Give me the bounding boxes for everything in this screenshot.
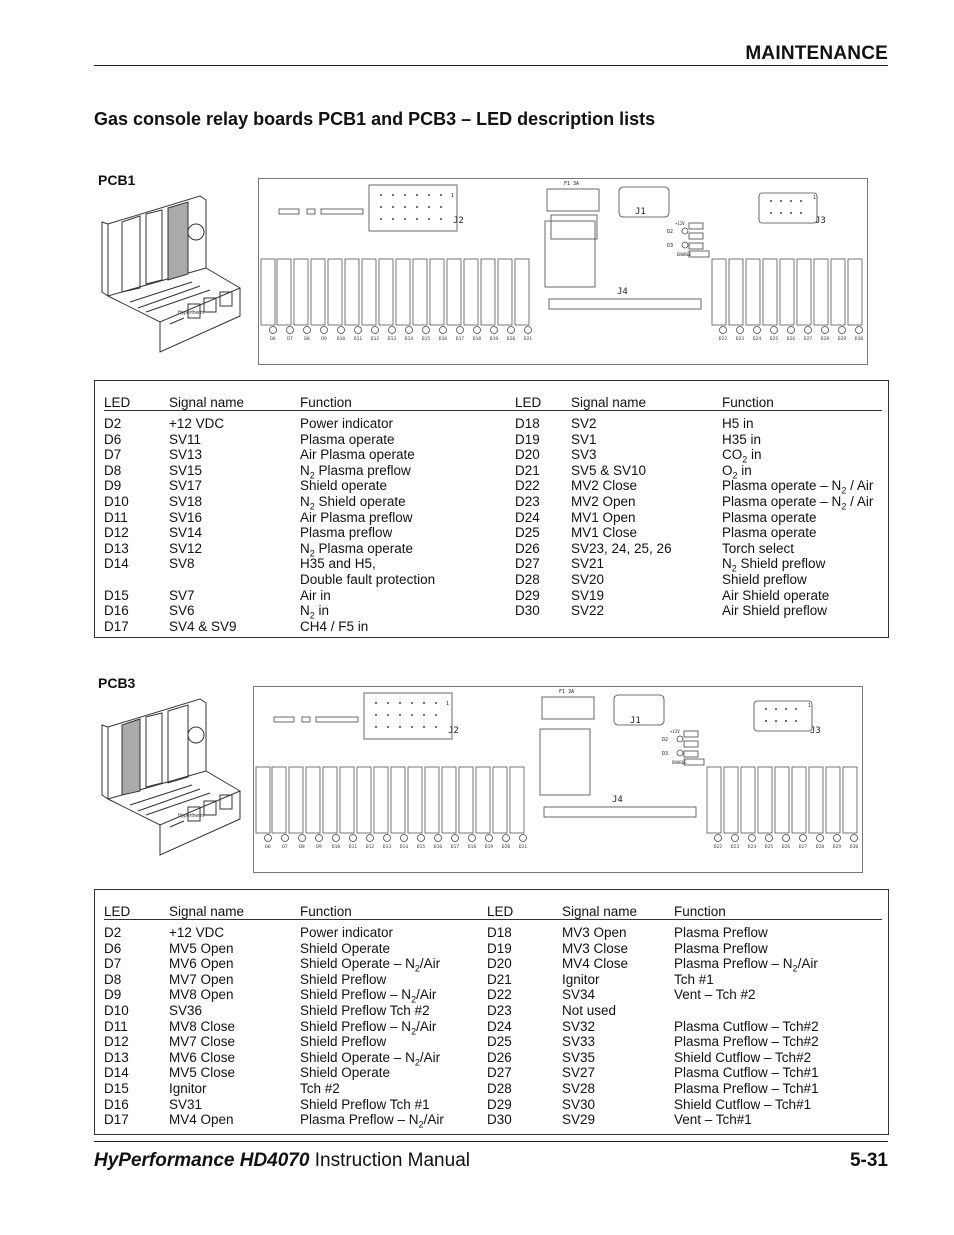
table-cell: [674, 1003, 819, 1019]
table-cell: Shield Preflow – $N_2$/Air: [300, 987, 437, 1006]
table-cell: Shield Operate: [300, 940, 391, 956]
table-cell: SV31: [169, 1096, 203, 1112]
table-cell: D14: [104, 556, 129, 572]
table-cell: D11: [104, 1018, 128, 1034]
table-cell: SV13: [169, 447, 203, 463]
function-column: [300, 416, 435, 634]
table-cell: MV1 Close: [571, 525, 638, 541]
col-header-signal: Signal name: [571, 395, 647, 410]
table-cell: Shield Preflow Tch #2: [300, 1002, 430, 1018]
table-cell: MV8 Close: [169, 1018, 236, 1034]
pcb1-label: PCB1: [98, 172, 136, 188]
footer-rule: [94, 1141, 888, 1142]
table-cell: MV2 Close: [571, 478, 638, 494]
table-cell: MV4 Open: [169, 1112, 234, 1128]
led-label: D24: [752, 337, 762, 342]
table-cell: SV15: [169, 462, 203, 478]
table-cell: +12 VDC: [169, 925, 225, 940]
table-cell: SV22: [571, 603, 605, 619]
led-label: D9: [316, 845, 322, 850]
led-label: D10: [331, 845, 341, 850]
table-cell: MV5 Open: [169, 940, 234, 956]
col-header-led: LED: [104, 904, 131, 919]
pin1-label: 1: [451, 193, 455, 199]
d2-label: D2: [667, 229, 674, 235]
led-label: D21: [523, 337, 533, 342]
table-cell: D24: [487, 1018, 512, 1034]
table-cell: D17: [104, 1112, 129, 1128]
table-cell: Shield Cutflow – Tch#1: [674, 1096, 812, 1112]
table-cell: MV4 Close: [562, 956, 629, 972]
table-cell: Plasma Preflow: [674, 925, 768, 940]
v12-label: +12V: [670, 729, 680, 734]
table-cell: D10: [104, 1002, 129, 1018]
table-cell: D9: [104, 987, 122, 1003]
pin1-label: 1: [813, 195, 817, 201]
table-cell: Ignitor: [562, 971, 600, 987]
table-cell: SV21: [571, 556, 605, 572]
table-cell: SV7: [169, 587, 195, 603]
led-label: D12: [365, 845, 375, 850]
col-header-signal: Signal name: [169, 904, 245, 919]
led-label: D8: [299, 845, 305, 850]
table-cell: D27: [515, 556, 540, 572]
led-label: D30: [854, 337, 864, 342]
table-cell: SV29: [562, 1112, 596, 1128]
table-cell: D19: [487, 940, 512, 956]
table-cell: Plasma operate – $N_2$ / Air: [722, 493, 874, 512]
table-cell: Ignitor: [169, 1080, 207, 1096]
table-cell: D8: [104, 971, 122, 987]
led-label: D28: [820, 337, 830, 342]
table-cell: Air Shield preflow: [722, 603, 828, 619]
table-cell: D16: [104, 603, 129, 619]
table-cell: D9: [104, 478, 122, 494]
table-cell: MV1 Open: [571, 509, 636, 525]
table-cell: Shield preflow: [722, 571, 807, 587]
led-label: D20: [506, 337, 516, 342]
table-cell: [104, 572, 129, 588]
table-cell: D20: [487, 956, 512, 972]
col-header-led: LED: [487, 904, 514, 919]
led-label: D25: [769, 337, 779, 342]
table-cell: MV7 Open: [169, 971, 234, 987]
table-cell: $N_2$ in: [300, 603, 330, 621]
led-label: D24: [747, 845, 757, 850]
table-cell: H35 in: [722, 431, 762, 447]
table-cell: D27: [487, 1065, 512, 1081]
table-cell: D21: [487, 971, 512, 987]
pcb1-led-table: [94, 380, 889, 638]
led-label: D8: [304, 337, 310, 342]
led-label: D12: [370, 337, 380, 342]
table-cell: Tch #1: [674, 971, 714, 987]
table-cell: H5 in: [722, 416, 754, 431]
connector-j3-label: J3: [810, 726, 821, 736]
table-cell: D24: [515, 509, 540, 525]
led-label: D15: [421, 337, 431, 342]
table-cell: SV35: [562, 1049, 596, 1065]
table-cell: D11: [104, 509, 128, 525]
table-cell: SV20: [571, 571, 605, 587]
led-label: D13: [387, 337, 397, 342]
enable-label: ENABLE: [677, 252, 692, 257]
table-cell: Plasma Cutflow – Tch#2: [674, 1018, 819, 1034]
table-cell: Plasma Cutflow – Tch#1: [674, 1065, 819, 1081]
table-cell: Plasma operate: [722, 525, 817, 541]
col-header-signal: Signal name: [169, 395, 245, 410]
table-cell: Plasma operate – $N_2$ / Air: [722, 478, 874, 497]
table-cell: D25: [487, 1034, 512, 1050]
table-cell: D8: [104, 462, 122, 478]
table-cell: MV3 Close: [562, 940, 629, 956]
led-label: D11: [353, 337, 363, 342]
table-cell: SV11: [169, 431, 202, 447]
fuse-label: F1 3A: [564, 181, 580, 187]
table-cell: D2: [104, 416, 122, 431]
table-cell: SV1: [571, 431, 597, 447]
table-cell: D30: [487, 1112, 512, 1128]
led-label: D13: [382, 845, 392, 850]
table-cell: SV19: [571, 587, 605, 603]
led-label: D27: [803, 337, 813, 342]
table-cell: Air in: [300, 587, 331, 603]
table-cell: [169, 572, 237, 588]
table-cell: Plasma Preflow: [674, 940, 768, 956]
table-cell: SV30: [562, 1096, 596, 1112]
table-cell: MV3 Open: [562, 925, 627, 940]
led-label: D15: [416, 845, 426, 850]
led-label: D30: [849, 845, 859, 850]
col-header-led: LED: [104, 395, 131, 410]
pin1-label: 1: [446, 701, 450, 707]
table-cell: D22: [515, 478, 540, 494]
table-cell: D22: [487, 987, 512, 1003]
table-cell: SV23, 24, 25, 26: [571, 540, 672, 556]
table-cell: SV8: [169, 556, 195, 572]
table-cell: Shield Preflow – $N_2$/Air: [300, 1018, 437, 1037]
col-header-function: Function: [674, 904, 726, 919]
led-label: D29: [837, 337, 847, 342]
header-rule: [104, 410, 882, 411]
led-label: D14: [404, 337, 414, 342]
table-cell: SV27: [562, 1065, 596, 1081]
table-cell: D7: [104, 447, 122, 463]
table-cell: D12: [104, 525, 129, 541]
led-label: D10: [336, 337, 346, 342]
table-cell: D19: [515, 431, 540, 447]
table-cell: Air Plasma preflow: [300, 509, 413, 525]
table-cell: $N_2$ Plasma operate: [300, 540, 414, 559]
table-cell: Shield Preflow: [300, 971, 387, 987]
table-cell: D23: [515, 493, 540, 509]
table-cell: SV2: [571, 416, 597, 431]
table-cell: D26: [487, 1049, 512, 1065]
table-cell: Plasma Preflow – Tch#2: [674, 1034, 819, 1050]
led-label: D19: [489, 337, 499, 342]
table-cell: Power indicator: [300, 925, 394, 940]
gas-console-illustration: [100, 695, 246, 861]
led-label: D14: [399, 845, 409, 850]
table-cell: $N_2$ Plasma preflow: [300, 462, 411, 481]
function-column: [674, 925, 819, 1128]
header-rule: [94, 65, 888, 66]
table-cell: Shield Operate – $N_2$/Air: [300, 1049, 441, 1068]
led-label: D16: [438, 337, 448, 342]
table-cell: D21: [515, 462, 540, 478]
table-cell: Not used: [562, 1002, 617, 1018]
table-cell: Vent – Tch#1: [674, 1112, 752, 1128]
connector-j2-label: J2: [448, 726, 459, 736]
led-label: D18: [467, 845, 477, 850]
d3-label: D3: [662, 751, 669, 757]
led-label: D26: [781, 845, 791, 850]
table-cell: Shield Preflow Tch #1: [300, 1096, 430, 1112]
table-cell: Torch select: [722, 540, 795, 556]
col-header-function: Function: [300, 904, 352, 919]
led-label: D26: [786, 337, 796, 342]
table-cell: D15: [104, 587, 129, 603]
table-cell: MV7 Close: [169, 1034, 236, 1050]
led-label: D23: [735, 337, 745, 342]
led-label: D29: [832, 845, 842, 850]
pcb1-board-diagram: [258, 178, 868, 365]
led-label: D23: [730, 845, 740, 850]
table-cell: D29: [487, 1096, 512, 1112]
led-label: D16: [433, 845, 443, 850]
manual-label: Instruction Manual: [309, 1150, 470, 1171]
table-cell: Tch #2: [300, 1080, 340, 1096]
table-cell: D6: [104, 940, 122, 956]
pcb3-label: PCB3: [98, 675, 136, 691]
col-header-signal: Signal name: [562, 904, 638, 919]
table-cell: D28: [515, 571, 540, 587]
enable-label: ENABLE: [672, 760, 687, 765]
pin1-label: 1: [808, 703, 812, 709]
table-cell: D13: [104, 1049, 129, 1065]
led-column: [104, 925, 129, 1128]
table-cell: Plasma preflow: [300, 525, 393, 541]
pcb3-board-diagram: [253, 686, 863, 873]
table-cell: SV34: [562, 987, 596, 1003]
table-cell: $N_2$ Shield operate: [300, 493, 406, 512]
table-cell: D6: [104, 431, 122, 447]
table-cell: SV3: [571, 447, 597, 463]
connector-j3-label: J3: [815, 216, 826, 226]
table-cell: D23: [487, 1002, 512, 1018]
function-column: [722, 416, 873, 619]
function-column: [300, 925, 444, 1128]
table-cell: Shield operate: [300, 478, 388, 494]
table-cell: D10: [104, 493, 129, 509]
table-cell: Shield Operate: [300, 1065, 391, 1081]
fuse-label: F1 3A: [559, 689, 575, 695]
section-heading: MAINTENANCE: [745, 43, 888, 64]
signal-column: [562, 925, 628, 1128]
d3-label: D3: [667, 243, 674, 249]
page-number: 5-31: [849, 1150, 888, 1171]
v12-label: +12V: [675, 221, 685, 226]
table-cell: MV5 Close: [169, 1065, 236, 1081]
table-cell: SV16: [169, 509, 203, 525]
table-cell: Shield Preflow: [300, 1034, 387, 1050]
table-cell: Shield Operate – $N_2$/Air: [300, 956, 441, 974]
table-cell: Plasma Preflow – $N_2$/Air: [674, 956, 818, 974]
table-cell: D16: [104, 1096, 129, 1112]
table-cell: SV17: [169, 478, 203, 494]
table-cell: SV33: [562, 1034, 596, 1050]
table-cell: MV8 Open: [169, 987, 234, 1003]
table-cell: SV5 & SV10: [571, 462, 647, 478]
table-cell: SV6: [169, 603, 195, 619]
table-cell: Shield Cutflow – Tch#2: [674, 1049, 812, 1065]
table-cell: $CO_2$ in: [722, 447, 762, 465]
signal-column: [571, 416, 672, 619]
led-label: D17: [450, 845, 460, 850]
connector-j2-label: J2: [453, 216, 464, 226]
table-cell: D25: [515, 525, 540, 541]
table-cell: SV28: [562, 1080, 596, 1096]
table-cell: Air Shield operate: [722, 587, 830, 603]
table-cell: SV18: [169, 493, 203, 509]
gas-console-illustration: [100, 192, 246, 358]
led-label: D27: [798, 845, 808, 850]
product-name: HyPerformance HD4070: [94, 1150, 310, 1171]
table-cell: D18: [487, 925, 512, 940]
d2-label: D2: [662, 737, 669, 743]
table-cell: D29: [515, 587, 540, 603]
led-column: [104, 416, 129, 634]
manual-title: [94, 1150, 470, 1172]
table-cell: D20: [515, 447, 540, 463]
table-cell: D7: [104, 956, 122, 972]
table-cell: SV12: [169, 540, 203, 556]
brand-logo: Hypertherm: [178, 310, 205, 316]
table-cell: Vent – Tch #2: [674, 987, 756, 1003]
table-cell: SV36: [169, 1002, 203, 1018]
table-cell: D28: [487, 1080, 512, 1096]
table-cell: D15: [104, 1080, 129, 1096]
table-cell: Plasma Preflow – Tch#1: [674, 1080, 819, 1096]
signal-column: [169, 416, 237, 634]
table-cell: D14: [104, 1065, 129, 1081]
led-label: D18: [472, 337, 482, 342]
pcb3-led-table: [94, 889, 889, 1135]
connector-j4-label: J4: [612, 795, 623, 805]
table-cell: MV2 Open: [571, 493, 636, 509]
table-cell: Plasma operate: [300, 431, 395, 447]
col-header-function: Function: [300, 395, 352, 410]
table-cell: Air Plasma operate: [300, 447, 415, 463]
led-label: D25: [764, 845, 774, 850]
table-cell: D17: [104, 618, 129, 634]
led-label: D28: [815, 845, 825, 850]
led-label: D22: [718, 337, 728, 342]
led-label: D7: [282, 845, 288, 850]
table-cell: D26: [515, 540, 540, 556]
table-cell: MV6 Close: [169, 1049, 236, 1065]
table-cell: H35 and H5,: [300, 556, 376, 572]
led-label: D22: [713, 845, 723, 850]
table-cell: +12 VDC: [169, 416, 225, 431]
connector-j1-label: J1: [630, 716, 641, 726]
led-column: [515, 416, 540, 619]
table-cell: Double fault protection: [300, 571, 436, 587]
led-label: D17: [455, 337, 465, 342]
page-title: Gas console relay boards PCB1 and PCB3 – LED description lists: [94, 109, 656, 129]
led-label: D6: [265, 845, 271, 850]
table-cell: D18: [515, 416, 540, 431]
connector-j4-label: J4: [617, 287, 628, 297]
header-rule: [104, 919, 882, 920]
table-cell: SV32: [562, 1018, 596, 1034]
table-cell: SV14: [169, 525, 203, 541]
table-cell: $O_2$ in: [722, 462, 752, 481]
led-label: D11: [348, 845, 358, 850]
col-header-led: LED: [515, 395, 542, 410]
table-cell: MV6 Open: [169, 956, 234, 972]
table-cell: D13: [104, 540, 129, 556]
signal-column: [169, 925, 235, 1128]
table-cell: Plasma Preflow – $N_2$/Air: [300, 1112, 444, 1130]
table-cell: Power indicator: [300, 416, 394, 431]
led-label: D7: [287, 337, 293, 342]
led-label: D21: [518, 845, 528, 850]
col-header-function: Function: [722, 395, 774, 410]
led-label: D6: [270, 337, 276, 342]
table-cell: Plasma operate: [722, 509, 817, 525]
led-label: D19: [484, 845, 494, 850]
table-cell: $N_2$ Shield preflow: [722, 556, 826, 575]
table-cell: CH4 / F5 in: [300, 618, 369, 634]
table-cell: SV4 & SV9: [169, 618, 237, 634]
brand-logo: Hypertherm: [178, 813, 205, 819]
led-label: D20: [501, 845, 511, 850]
table-cell: D12: [104, 1034, 129, 1050]
led-label: D9: [321, 337, 327, 342]
connector-j1-label: J1: [635, 207, 646, 217]
led-column: [487, 925, 512, 1128]
table-cell: D30: [515, 603, 540, 619]
table-cell: D2: [104, 925, 122, 940]
